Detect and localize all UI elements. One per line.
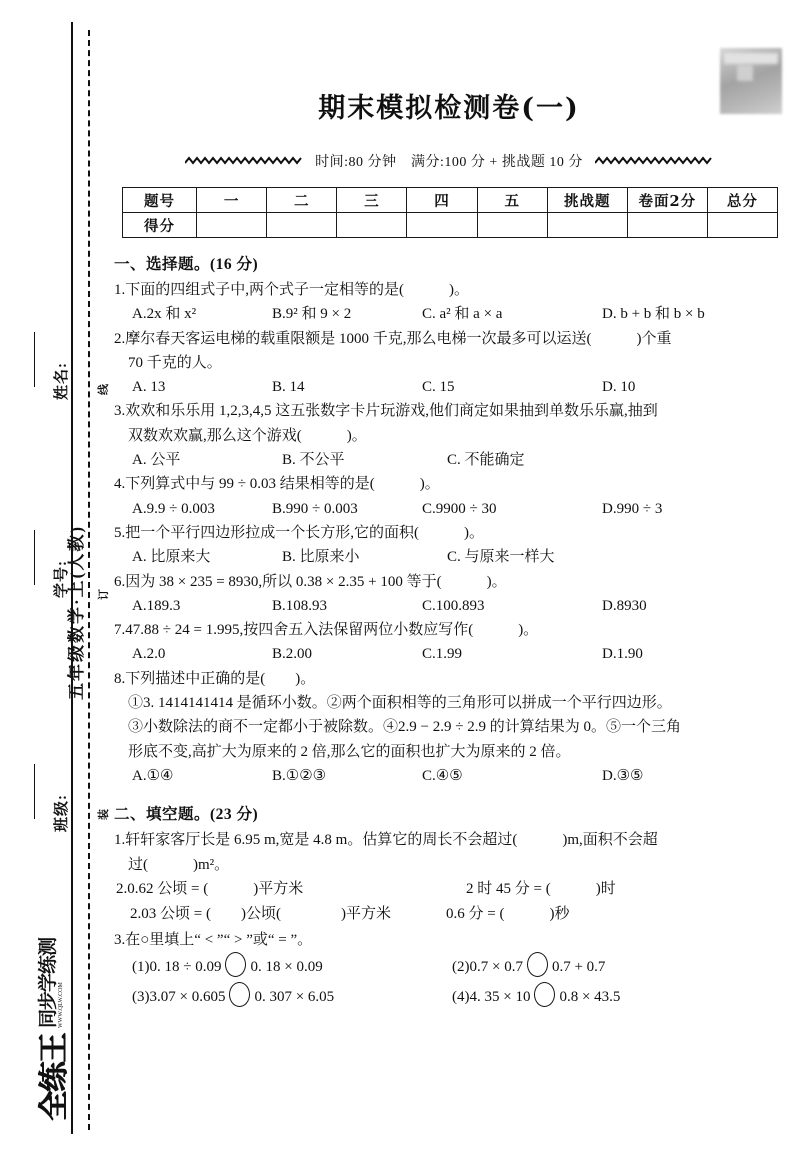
question-4 — [114, 472, 786, 521]
brand-url-text: WWW.QLW.COM — [57, 982, 64, 1028]
student-id-label: 学号: — [54, 560, 70, 598]
question-2-option-d[interactable]: D. 10 — [602, 379, 636, 396]
fill-question-1-line-1: 轩轩家客厅长是 6.95 m,宽是 4.8 m。估算它的周长不会超过( )m,面积不会超 — [125, 832, 658, 849]
question-1 — [114, 278, 786, 327]
fill-question-2-row-1 — [116, 877, 786, 903]
publisher-logo-icon — [720, 48, 782, 114]
score-cell-5[interactable] — [477, 213, 547, 238]
compare-3-left: 3.07 × 0.605 — [149, 988, 226, 1005]
question-4-option-b[interactable]: B.990 ÷ 0.003 — [272, 500, 358, 517]
page-title: 期末模拟检测卷(一) — [318, 93, 580, 124]
score-table — [122, 187, 778, 238]
question-8-statement-5-cont: 形底不变,高扩大为原来的 2 倍,那么它的面积也扩大为原来的 2 倍。 — [128, 743, 571, 760]
fill-question-2-right-1: 2 时 45 分 = ( )时 — [466, 880, 616, 897]
score-col-5: 五 — [477, 188, 547, 213]
fill-question-1 — [114, 828, 786, 877]
question-3-option-a[interactable]: A. 公平 — [132, 452, 181, 469]
seal-char-ding: 订 — [98, 588, 110, 600]
score-table-value-row — [123, 213, 778, 238]
question-3-text-line-2: 双数欢欢赢,那么这个游戏( )。 — [128, 427, 367, 444]
question-6-text: 因为 38 × 235 = 8930,所以 0.38 × 2.35 + 100 等于( )。 — [125, 573, 507, 590]
score-cell-total[interactable] — [707, 213, 777, 238]
fill-question-3-text: 在○里填上“ < ”“ > ”或“ = ”。 — [125, 931, 313, 948]
compare-3-circle[interactable] — [229, 982, 250, 1007]
brand-main-text: 全练王 — [37, 1034, 72, 1121]
compare-2-left: 0.7 × 0.7 — [469, 959, 523, 976]
question-5-option-a[interactable]: A. 比原来大 — [132, 549, 211, 566]
question-8-text: 下列描述中正确的是( )。 — [125, 670, 316, 687]
score-table-header-row — [123, 188, 778, 213]
zigzag-right-icon — [595, 156, 713, 166]
question-2-option-a[interactable]: A. 13 — [132, 379, 166, 396]
score-col-challenge: 挑战题 — [547, 188, 627, 213]
fill-question-2-number: 2. — [116, 880, 128, 897]
question-5 — [114, 521, 786, 570]
question-3-number: 3. — [114, 403, 126, 420]
score-col-1: 一 — [197, 188, 267, 213]
question-5-option-c[interactable]: C. 与原来一样大 — [447, 549, 555, 566]
question-2-options — [132, 375, 786, 399]
question-1-option-c[interactable]: C. a² 和 a × a — [422, 306, 503, 323]
fill-question-2-left-1: 0.62 公顷 = ( )平方米 — [127, 880, 304, 897]
question-4-number: 4. — [114, 476, 126, 493]
compare-4-right: 0.8 × 43.5 — [559, 988, 621, 1005]
name-write-line — [34, 332, 35, 387]
question-8 — [114, 667, 786, 788]
score-col-presentation: 卷面2分 — [627, 188, 707, 213]
class-write-line — [34, 764, 35, 819]
question-7-option-a[interactable]: A.2.0 — [132, 646, 166, 663]
id-write-line — [34, 530, 35, 585]
score-col-4: 四 — [407, 188, 477, 213]
score-table-row-label-0: 题号 — [123, 188, 197, 213]
question-4-option-d[interactable]: D.990 ÷ 3 — [602, 500, 663, 517]
question-2-text-line-1: 摩尔春天客运电梯的载重限额是 1000 千克,那么电梯一次最多可以运送( )个重 — [125, 330, 672, 347]
question-2-number: 2. — [114, 330, 126, 347]
question-3 — [114, 399, 786, 472]
compare-1-left: 0. 18 ÷ 0.09 — [149, 959, 222, 976]
student-name-label: 姓名: — [54, 362, 70, 400]
compare-1-label: (1) — [132, 959, 150, 976]
question-4-option-a[interactable]: A.9.9 ÷ 0.003 — [132, 500, 215, 517]
question-3-option-b[interactable]: B. 不公平 — [282, 452, 345, 469]
question-5-options — [132, 545, 786, 569]
question-7-option-c[interactable]: C.1.99 — [422, 646, 463, 663]
question-3-text-line-1: 欢欢和乐乐用 1,2,3,4,5 这五张数字卡片玩游戏,他们商定如果抽到单数乐乐赢,抽到 — [125, 403, 658, 420]
question-7 — [114, 618, 786, 667]
score-cell-presentation[interactable] — [627, 213, 707, 238]
compare-row-2 — [132, 982, 786, 1012]
question-4-option-c[interactable]: C.9900 ÷ 30 — [422, 500, 497, 517]
compare-4-label: (4) — [452, 988, 470, 1005]
fill-question-1-number: 1. — [114, 832, 126, 849]
compare-1-right: 0. 18 × 0.09 — [250, 959, 323, 976]
score-col-total: 总分 — [707, 188, 777, 213]
publisher-watermark — [8, 935, 94, 1120]
score-cell-1[interactable] — [197, 213, 267, 238]
question-1-option-d[interactable]: D. b + b 和 b × b — [602, 306, 705, 323]
zigzag-left-icon — [185, 156, 303, 166]
seal-char-zhuang: 装 — [98, 808, 110, 820]
exam-sheet — [108, 0, 800, 1156]
question-3-option-c[interactable]: C. 不能确定 — [447, 452, 525, 469]
question-1-options — [132, 302, 786, 326]
compare-2-label: (2) — [452, 959, 470, 976]
question-6-option-a[interactable]: A.189.3 — [132, 597, 181, 614]
compare-3-right: 0. 307 × 6.05 — [254, 988, 335, 1005]
binding-rail — [0, 0, 108, 1156]
fill-question-3 — [114, 928, 786, 1011]
question-1-number: 1. — [114, 282, 126, 298]
score-cell-2[interactable] — [267, 213, 337, 238]
question-8-option-a[interactable]: A.①④ — [132, 767, 174, 784]
question-1-text: 下面的四组式子中,两个式子一定相等的是( )。 — [125, 282, 469, 298]
question-6-option-c[interactable]: C.100.893 — [422, 597, 485, 614]
score-col-2: 二 — [267, 188, 337, 213]
question-1-option-b[interactable]: B.9² 和 9 × 2 — [272, 306, 352, 323]
question-1-option-a[interactable]: A.2x 和 x² — [132, 306, 197, 323]
question-7-options — [132, 642, 786, 666]
section-heading-fill: 二、填空题。(23 分) — [114, 806, 259, 824]
question-8-option-b[interactable]: B.①②③ — [272, 767, 327, 784]
score-cell-4[interactable] — [407, 213, 477, 238]
question-8-option-c[interactable]: C.④⑤ — [422, 767, 463, 784]
question-7-option-d[interactable]: D.1.90 — [602, 646, 643, 663]
compare-3-label: (3) — [132, 988, 150, 1005]
question-7-number: 7. — [114, 622, 126, 639]
question-8-number: 8. — [114, 670, 126, 687]
compare-row-1 — [132, 952, 786, 982]
question-5-text: 把一个平行四边形拉成一个长方形,它的面积( )。 — [125, 524, 484, 541]
question-8-statement-3-5: ③小数除法的商不一定都小于被除数。④2.9 − 2.9 ÷ 2.9 的计算结果为 0。⑤一个三角 — [128, 719, 681, 736]
question-6-number: 6. — [114, 573, 126, 590]
brand-sub-text: 同步学练测 — [37, 937, 59, 1028]
question-7-text: 47.88 ÷ 24 = 1.995,按四舍五入法保留两位小数应写作( )。 — [125, 622, 539, 639]
fill-question-2-row-2 — [116, 902, 786, 928]
question-2 — [114, 327, 786, 400]
question-4-options — [132, 497, 786, 521]
question-5-number: 5. — [114, 524, 126, 541]
compare-2-circle[interactable] — [527, 952, 548, 977]
question-2-option-c[interactable]: C. 15 — [422, 379, 455, 396]
question-7-option-b[interactable]: B.2.00 — [272, 646, 313, 663]
question-6 — [114, 570, 786, 619]
exam-meta-text: 时间:80 分钟 满分:100 分 + 挑战题 10 分 — [315, 155, 583, 170]
question-8-statement-1-2: ①3. 1414141414 是循环小数。②两个面积相等的三角形可以拼成一个平行四边形。 — [128, 695, 672, 712]
fill-question-2-right-2: 0.6 分 = ( )秒 — [446, 906, 570, 923]
score-table-row-label-1: 得分 — [123, 213, 197, 238]
compare-1-circle[interactable] — [225, 952, 246, 977]
exam-meta-line — [112, 151, 786, 171]
question-2-option-b[interactable]: B. 14 — [272, 379, 305, 396]
compare-2-right: 0.7 + 0.7 — [551, 959, 606, 976]
subject-label: 五年级数学·上(人教) — [67, 525, 86, 700]
question-6-options — [132, 594, 786, 618]
fill-question-2 — [114, 877, 786, 928]
question-8-option-d[interactable]: D.③⑤ — [602, 767, 644, 784]
student-class-label: 班级: — [54, 794, 70, 832]
section-heading-choice: 一、选择题。(16 分) — [114, 256, 259, 273]
question-5-option-b[interactable]: B. 比原来小 — [282, 549, 360, 566]
compare-4-left: 4. 35 × 10 — [469, 988, 531, 1005]
question-2-text-line-2: 70 千克的人。 — [128, 354, 222, 371]
score-cell-challenge[interactable] — [547, 213, 627, 238]
fill-question-1-line-2: 过( )m²。 — [128, 856, 230, 873]
question-8-options — [132, 764, 786, 788]
compare-4-circle[interactable] — [534, 982, 555, 1007]
score-cell-3[interactable] — [337, 213, 407, 238]
fill-question-3-number: 3. — [114, 931, 126, 948]
score-col-3: 三 — [337, 188, 407, 213]
question-3-options — [132, 448, 786, 472]
question-6-option-b[interactable]: B.108.93 — [272, 597, 328, 614]
fill-question-2-left-2: 2.03 公顷 = ( )公顷( )平方米 — [130, 906, 391, 923]
seal-char-xian: 线 — [98, 383, 110, 395]
question-6-option-d[interactable]: D.8930 — [602, 597, 647, 614]
question-4-text: 下列算式中与 99 ÷ 0.03 结果相等的是( )。 — [125, 476, 440, 493]
